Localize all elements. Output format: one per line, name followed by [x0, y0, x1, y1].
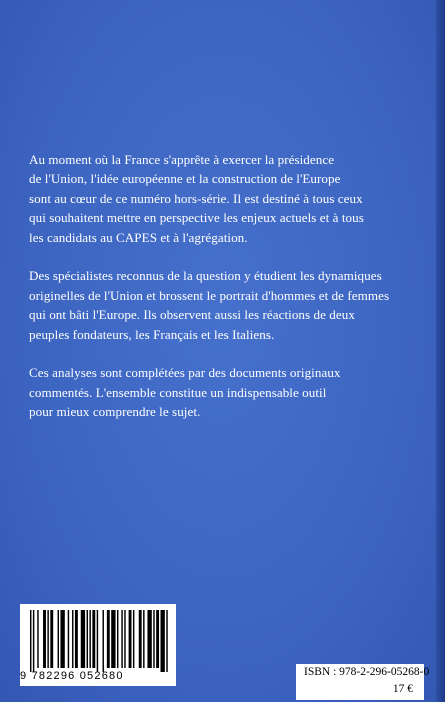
spine-edge — [436, 0, 445, 702]
blurb-line: commentés. L'ensemble constitue un indispensable outil — [29, 384, 327, 400]
barcode-bar — [58, 610, 59, 668]
barcode-bar — [68, 610, 69, 668]
blurb-line: de l'Union, l'idée européenne et la construction de l'Europe — [29, 171, 341, 187]
barcode-bar — [87, 610, 88, 668]
barcode-digits: 9 782296 052680 — [20, 670, 124, 682]
barcode-bar — [143, 610, 144, 668]
barcode-bar — [111, 610, 115, 668]
barcode-bar — [129, 610, 132, 668]
blurb-line: Au moment où la France s'apprête à exercer la présidence — [29, 152, 335, 167]
barcode-bar — [89, 610, 90, 668]
barcode-bar — [107, 610, 110, 668]
blurb-line: pour mieux comprendre le sujet. — [29, 404, 201, 420]
barcode — [20, 604, 176, 686]
blurb-line: qui ont bâti l'Europe. Ils observent aussi les réactions de deux — [29, 307, 355, 323]
barcode-bar — [103, 610, 104, 672]
barcode-bar — [30, 610, 31, 672]
blurb-paragraph-1 — [29, 150, 421, 247]
blurb-line: peuples fondateurs, les Français et les Italiens. — [29, 326, 275, 342]
barcode-bar — [97, 610, 98, 672]
barcode-bars — [20, 604, 176, 672]
isbn-price-box — [296, 664, 430, 700]
barcode-bar — [147, 610, 151, 668]
barcode-bar — [75, 610, 78, 668]
barcode-bar — [43, 610, 46, 668]
barcode-bar — [161, 610, 165, 672]
barcode-bar — [139, 610, 142, 668]
barcode-bar — [37, 610, 38, 668]
barcode-bar — [50, 610, 53, 668]
barcode-bar — [124, 610, 125, 668]
blurb-line: qui souhaitent mettre en perspective les enjeux actuels et à tous — [29, 210, 364, 226]
barcode-bar — [92, 610, 95, 668]
barcode-bar — [166, 610, 167, 672]
barcode-bar — [47, 610, 48, 668]
blurb-line: sont au cœur de ce numéro hors-série. Il est destiné à tous ceux — [29, 190, 363, 206]
blurb-line: Ces analyses sont complétées par des documents originaux — [29, 365, 341, 381]
barcode-bar — [133, 610, 134, 668]
barcode-bar — [72, 610, 73, 668]
barcode-bar — [156, 610, 159, 668]
barcode-bar — [81, 610, 85, 668]
blurb-line: les candidats au CAPES et à l'agrégation. — [29, 229, 248, 245]
blurb-paragraph-2 — [29, 266, 421, 344]
blurb-line: originelles de l'Union et brossent le portrait d'hommes et de femmes — [29, 287, 390, 303]
barcode-bar — [153, 610, 154, 668]
barcode-bar — [117, 610, 118, 668]
barcode-bar — [33, 610, 34, 672]
blurb-paragraph-3 — [29, 363, 421, 421]
blurb-line: Des spécialistes reconnus de la question y étudient les dynamiques — [29, 268, 382, 284]
barcode-bar — [60, 610, 64, 668]
cover-blurb — [29, 150, 421, 441]
isbn-label: ISBN : 978-2-296-05268-0 — [304, 666, 430, 678]
price-label: 17 € — [392, 683, 413, 695]
barcode-bar — [121, 610, 122, 668]
